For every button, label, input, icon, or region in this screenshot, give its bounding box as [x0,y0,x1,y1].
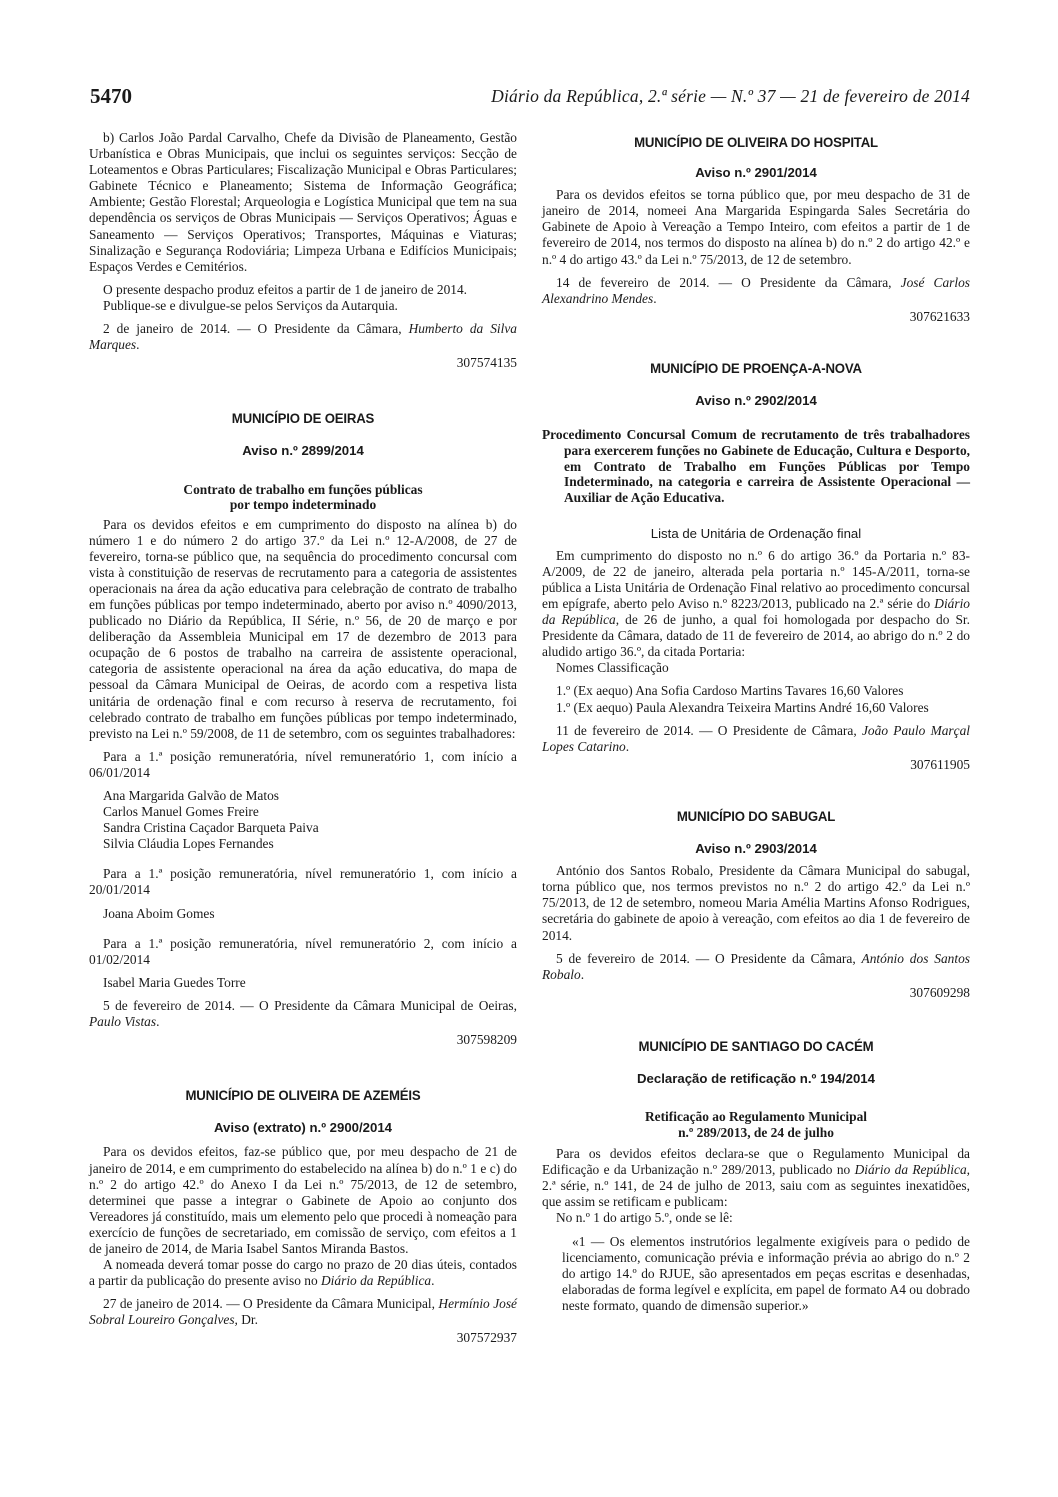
municipio-heading: MUNICÍPIO DO SABUGAL [676,808,836,825]
signature: 14 de fevereiro de 2014. — O Presidente da Câmara, José Carlos Alexandrino Mendes. [542,274,971,306]
position-paragraph: Para a 1.ª posição remuneratória, nível remuneratório 1, com início a 06/01/2014 [89,748,517,780]
sabugal-section [542,809,970,1001]
reference-number: 307611905 [910,756,970,772]
notice-paragraph: Para os devidos efeitos e em cumprimento do disposto na alínea b) do número 1 e do número 2 do artigo 37.º da Lei n.º 12-A/2008, de 27 de fevereiro, torna-se público que, na sequência do procedimento concursal com vista à constituição de reservas de recrutamento para a categoria de assistentes operacionais na área da ação educativa para celebração de contrato de trabalho em funções públicas por tempo indeterminado, aberto por aviso n.º 4090/2013, publicado no Diário da República, II Série, n.º 56, de 20 de março e por deliberação da Assembleia Municipal em 17 de dezembro de 2013 para ocupação de 6 postos de trabalho na carreira de assistente operacional, categoria de assistente operacional na área da ação educativa, do mapa de pessoal da Câmara Municipal de Oeiras, de acordo com a respetiva lista unitária de ordenação final e com recurso à reserva de recrutamento, foi celebrado contrato de trabalho em funções públicas por tempo indeterminado, previsto na Lei n.º 59/2008, de 11 de setembro, com os seguintes trabalhadores: [89,516,517,741]
aviso-heading: Aviso (extrato) n.º 2900/2014 [213,1120,393,1136]
intro-section [89,130,517,371]
hospital-section [542,135,970,325]
municipio-heading: MUNICÍPIO DE OEIRAS [231,411,375,428]
signature: 27 de janeiro de 2014. — O Presidente da Câmara Municipal, Hermínio José Sobral Loureiro Gonçalves, Dr. [89,1296,517,1328]
reference-number: 307574135 [456,355,517,371]
aviso-heading: Aviso n.º 2903/2014 [695,841,817,857]
worker-name: Joana Aboim Gomes [103,905,215,921]
notice-paragraph: No n.º 1 do artigo 5.º, onde se lê: [556,1210,733,1226]
position-paragraph: Para a 1.ª posição remuneratória, nível remuneratório 2, com início a 01/02/2014 [89,935,517,967]
azemeis-section [89,1088,517,1346]
reference-number: 307621633 [909,308,970,324]
list-heading: Lista de Unitária de Ordenação final [650,525,862,541]
declaration-heading: Declaração de retificação n.º 194/2014 [637,1070,875,1086]
left-column [89,130,517,1347]
classification-row: 1.º (Ex aequo) Paula Alexandra Teixeira Martins André 16,60 Valores [556,699,929,715]
classification-row: 1.º (Ex aequo) Ana Sofia Cardoso Martins Tavares 16,60 Valores [556,683,904,699]
notice-paragraph: Em cumprimento do disposto no n.º 6 do artigo 36.º da Portaria n.º 83-A/2009, de 22 de janeiro, alterada pela portaria n.º 145-A/2011, torna-se pública a Lista Unitária de Ordenação Final relativo ao procedimento concursal em epígrafe, aberto pelo Aviso n.º 8223/2013, publicado na 2.ª série do Diário da República, de 26 de junho, a qual foi homologada por despacho do Sr. Presidente da Câmara, datado de 11 de fevereiro de 2014, ao abrigo do n.º 2 do aludido artigo 36.º, da citada Portaria: [542,547,970,660]
procedure-title: Procedimento Concursal Comum de recrutamento de três trabalhadores para exercerem funções no Gabinete de Educação, Cultura e Desporto, em Contrato de Trabalho em Funções Públicas por Tempo Indeterminado, na categoria e carreira de Assistente Operacional — Auxiliar de Ação Educativa. [542,427,970,505]
aviso-heading: Aviso n.º 2899/2014 [242,443,364,459]
reference-number: 307609298 [909,984,970,1000]
page-header [90,84,970,110]
intro-paragraph: b) Carlos João Pardal Carvalho, Chefe da Divisão de Planeamento, Gestão Urbanística e Obras Municipais, que inclui os seguintes serviços: Secção de Loteamentos e Obras Particulares; Fiscalização Municipal e Obras Particulares; Gabinete Técnico e Planeamento; Sistema de Informação Geográfica; Ambiente; Gestão Florestal; Arqueologia e Logística Municipal que tem na sua dependência os serviços de Obras Municipais — Serviços Operativos; Águas e Saneamento — Serviços Operativos; Transportes, Máquinas e Viaturas; Sinalização e Segurança Rodoviária; Limpeza Urbana e Edifícios Municipais; Espaços Verdes e Cemitérios. [89,130,517,274]
classification-header: Nomes Classificação [556,660,669,676]
intro-paragraph: Publique-se e divulgue-se pelos Serviços da Autarquia. [103,297,398,313]
aviso-heading: Aviso n.º 2901/2014 [695,165,817,181]
notice-subtitle: Contrato de trabalho em funções públicas por tempo indeterminado [183,481,423,512]
notice-paragraph: António dos Santos Robalo, Presidente da Câmara Municipal do sabugal, torna público que, nos termos previstos no n.º 2 do artigo 42.º da Lei n.º 75/2013, de 12 de setembro, nomeou Maria Amélia Martins Afonso Rodrigues, secretária do gabinete de apoio à vereação, com efeitos ao dia 1 de fevereiro de 2014. [542,863,970,943]
signature: 11 de fevereiro de 2014. — O Presidente de Câmara, João Paulo Marçal Lopes Catarino. [542,722,970,754]
worker-list [89,788,517,852]
position-paragraph: Para a 1.ª posição remuneratória, nível remuneratório 1, com início a 20/01/2014 [89,866,517,898]
worker-name: Carlos Manuel Gomes Freire [103,804,259,820]
journal-title: Diário da República, 2.ª série — N.º 37 — 21 de fevereiro de 2014 [491,86,970,106]
signature: 2 de janeiro de 2014. — O Presidente da Câmara, Humberto da Silva Marques. [89,321,517,353]
quoted-text: «1 — Os elementos instrutórios legalmente exigíveis para o pedido de licenciamento, comunicação prévia e informação prévia ao abrigo do n.º 2 do artigo 14.º do RJUE, são apresentados em peças escritas e desenhadas, elaboradas de forma legível e explícita, em papel de formato A4 ou dobrado neste formato, quando de dimensão superior.» [562,1233,970,1313]
page-number: 5470 [90,84,132,108]
municipio-heading: MUNICÍPIO DE OLIVEIRA DO HOSPITAL [634,135,878,151]
municipio-heading: MUNICÍPIO DE SANTIAGO DO CACÉM [638,1038,874,1055]
worker-name: Isabel Maria Guedes Torre [103,974,246,990]
municipio-heading: MUNICÍPIO DE OLIVEIRA DE AZEMÉIS [185,1088,421,1105]
signature: 5 de fevereiro de 2014. — O Presidente da Câmara, António dos Santos Robalo. [542,950,970,982]
santiago-section [542,1039,970,1314]
worker-name: Ana Margarida Galvão de Matos [103,788,280,803]
proenca-section [542,361,970,773]
notice-paragraph: Para os devidos efeitos declara-se que o Regulamento Municipal da Edificação e da Urbanização n.º 289/2013, publicado no Diário da República, 2.ª série, n.º 141, de 24 de julho de 2013, saiu com as seguintes inexatidões, que assim se retificam e publicam: [542,1146,970,1210]
notice-paragraph: Para os devidos efeitos se torna público que, por meu despacho de 31 de janeiro de 2014, nomeei Ana Margarida Espingarda Sales Secretária do Gabinete de Apoio à Vereação a Tempo Inteiro, com efeitos a partir de 1 de fevereiro de 2014, nos termos do disposto na alínea b) do n.º 2 do artigo 42.º e n.º 4 do artigo 43.º da Lei n.º 75/2013, de 12 de setembro. [542,187,970,267]
aviso-heading: Aviso n.º 2902/2014 [695,393,817,409]
worker-name: Sandra Cristina Caçador Barqueta Paiva [103,820,319,836]
reference-number: 307572937 [456,1330,517,1346]
worker-name: Silvia Cláudia Lopes Fernandes [103,836,274,852]
reference-number: 307598209 [456,1032,517,1048]
notice-paragraph: Para os devidos efeitos, faz-se público que, por meu despacho de 21 de janeiro de 2014, e em cumprimento do estabelecido na alínea b) do n.º 1 e c) do n.º 2 do artigo 42.º do Anexo I da Lei n.º 75/2013, de 12 de setembro, determinei que passe a integrar o Gabinete de Apoio ao conjunto dos Vereadores já constituído, mais um elemento pelo que procedi à nomeação para exercício de funções de secretariado, em comissão de serviço, com efeitos a 1 de janeiro de 2014, de Maria Isabel Santos Miranda Bastos. [89,1144,517,1256]
notice-paragraph: A nomeada deverá tomar posse do cargo no prazo de 20 dias úteis, contados a partir da publicação do presente aviso no Diário da República. [89,1257,517,1289]
municipio-heading: MUNICÍPIO DE PROENÇA-A-NOVA [650,360,862,377]
right-column [542,130,970,1314]
notice-subtitle: Retificação ao Regulamento Municipal n.º 289/2013, de 24 de julho [644,1109,868,1140]
intro-paragraph: O presente despacho produz efeitos a partir de 1 de janeiro de 2014. [103,281,468,297]
oeiras-section [89,411,517,1048]
signature: 5 de fevereiro de 2014. — O Presidente da Câmara Municipal de Oeiras, Paulo Vistas. [89,997,517,1030]
